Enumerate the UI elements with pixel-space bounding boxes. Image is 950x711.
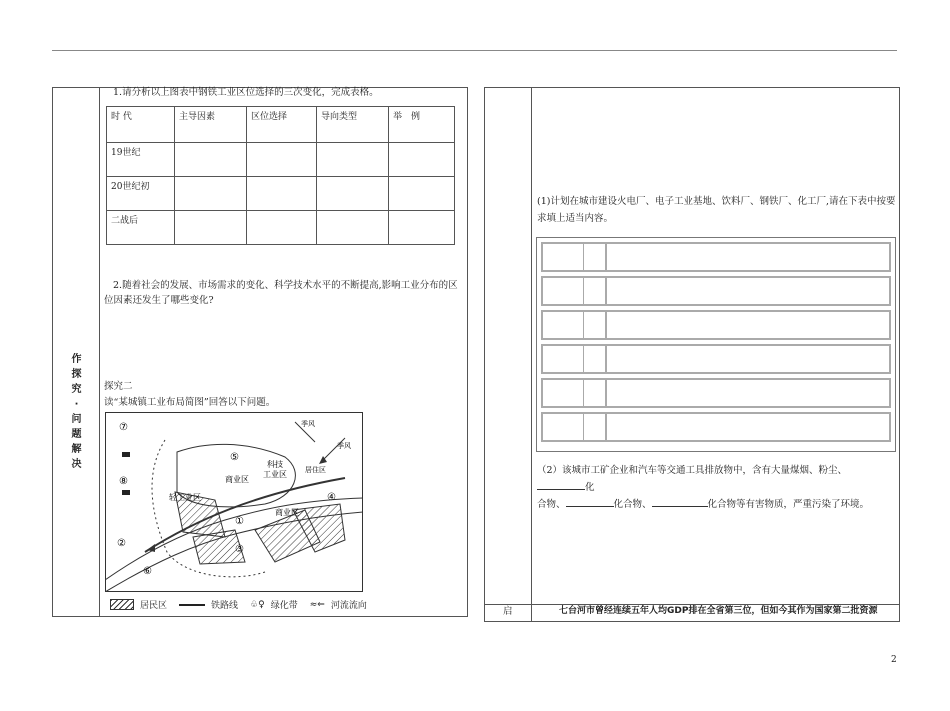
legend-label: 居民区 <box>140 601 168 611</box>
fill-blank[interactable] <box>537 479 585 490</box>
table-row[interactable] <box>541 412 891 442</box>
table-row-label: 二战后 <box>107 211 175 245</box>
map-label: ⑤ <box>230 452 239 463</box>
map-label: ① <box>235 516 244 527</box>
map-legend <box>110 598 367 611</box>
explore-title: 探究二 <box>104 381 133 392</box>
sidebar-char: 问 <box>71 414 82 425</box>
table-cell[interactable] <box>389 211 455 245</box>
table-cell[interactable] <box>389 143 455 177</box>
fill-blank[interactable] <box>652 496 708 507</box>
table-cell[interactable] <box>175 177 247 211</box>
map-label: 商业区 <box>225 475 249 484</box>
page-number: 2 <box>891 655 897 665</box>
map-label: 季风 <box>337 442 351 450</box>
table-row[interactable] <box>541 310 891 340</box>
legend-label: 绿化带 <box>270 601 298 611</box>
table-header: 举 例 <box>389 107 455 143</box>
map-label: ② <box>117 538 126 549</box>
right-sidebar-label: 启 <box>503 606 513 617</box>
map-label: ④ <box>327 492 336 503</box>
top-rule <box>52 50 897 51</box>
q2-text: （2）该城市工矿企业和汽车等交通工具排放物中，含有大量煤烟、粉尘、 <box>537 465 848 476</box>
table-row[interactable] <box>541 276 891 306</box>
right-question-1-line1: (1)计划在城市建设火电厂、电子工业基地、饮料厂、钢铁厂、化工厂,请在下表中按要 <box>537 196 896 207</box>
sidebar-char: 解 <box>71 444 82 455</box>
residential-swatch <box>110 599 134 610</box>
left-sidebar <box>53 88 100 616</box>
legend-label: 河流流向 <box>330 601 367 611</box>
sidebar-char: 决 <box>71 459 82 470</box>
table-header: 区位选择 <box>247 107 317 143</box>
map-label: 轻工业区 <box>169 493 201 502</box>
sidebar-label <box>53 352 100 472</box>
right-question-1-line2: 求填上适当内容。 <box>537 213 614 224</box>
question-2-line2: 位因素还发生了哪些变化? <box>104 295 214 306</box>
sidebar-char: 题 <box>71 429 82 440</box>
fill-blank[interactable] <box>566 496 614 507</box>
factory-table <box>536 237 896 452</box>
table-cell[interactable] <box>389 177 455 211</box>
table-cell[interactable] <box>247 177 317 211</box>
steel-table <box>106 106 455 245</box>
table-cell[interactable] <box>175 143 247 177</box>
map-label: ⑧ <box>119 476 128 487</box>
sidebar-char: 究 <box>71 384 82 395</box>
table-row-label: 20世纪初 <box>107 177 175 211</box>
bottom-text: 七台河市曾经连续五年人均GDP排在全省第三位，但如今其作为国家第二批资源 <box>559 606 878 616</box>
tree-icon: ♧♀ <box>250 599 265 610</box>
table-cell[interactable] <box>175 211 247 245</box>
map-label: ⑦ <box>119 422 128 433</box>
table-row[interactable] <box>541 344 891 374</box>
q2-text: 化 <box>585 482 595 493</box>
map-label: 季风 <box>301 420 315 428</box>
table-cell[interactable] <box>317 211 389 245</box>
right-sidebar <box>485 88 532 621</box>
table-header: 时 代 <box>107 107 175 143</box>
q2-text: 化合物、 <box>613 499 652 510</box>
table-cell[interactable] <box>247 211 317 245</box>
map-label: 工业区 <box>263 470 287 479</box>
town-map <box>105 412 363 592</box>
sidebar-char: · <box>74 399 79 410</box>
explore-question: 读“某城镇工业布局简图”回答以下问题。 <box>104 397 276 408</box>
q2-text: 合物、 <box>537 499 566 510</box>
legend-label: 铁路线 <box>211 601 239 611</box>
railway-swatch <box>179 604 205 606</box>
table-cell[interactable] <box>317 177 389 211</box>
table-row-label: 19世纪 <box>107 143 175 177</box>
sidebar-char: 探 <box>71 369 82 380</box>
table-row[interactable] <box>541 242 891 272</box>
map-label: ③ <box>235 544 244 555</box>
question-1: 1.请分析以上图表中钢铁工业区位选择的三次变化，完成表格。 <box>113 87 379 98</box>
table-row[interactable] <box>541 378 891 408</box>
map-label: 商业区 <box>275 508 299 517</box>
table-cell[interactable] <box>317 143 389 177</box>
map-label: 科技 <box>267 460 283 469</box>
table-header: 导向类型 <box>317 107 389 143</box>
question-2-line1: 2.随着社会的发展、市场需求的变化、科学技术水平的不断提高,影响工业分布的区 <box>113 280 458 291</box>
sidebar-char: 作 <box>71 354 82 365</box>
map-label: 居住区 <box>305 466 326 474</box>
table-header: 主导因素 <box>175 107 247 143</box>
map-label: ⑥ <box>143 566 152 577</box>
river-flow-icon: ≈⇐ <box>309 599 325 610</box>
table-cell[interactable] <box>247 143 317 177</box>
q2-text: 化合物等有害物质，严重污染了环境。 <box>707 499 870 510</box>
right-question-2 <box>537 462 895 513</box>
